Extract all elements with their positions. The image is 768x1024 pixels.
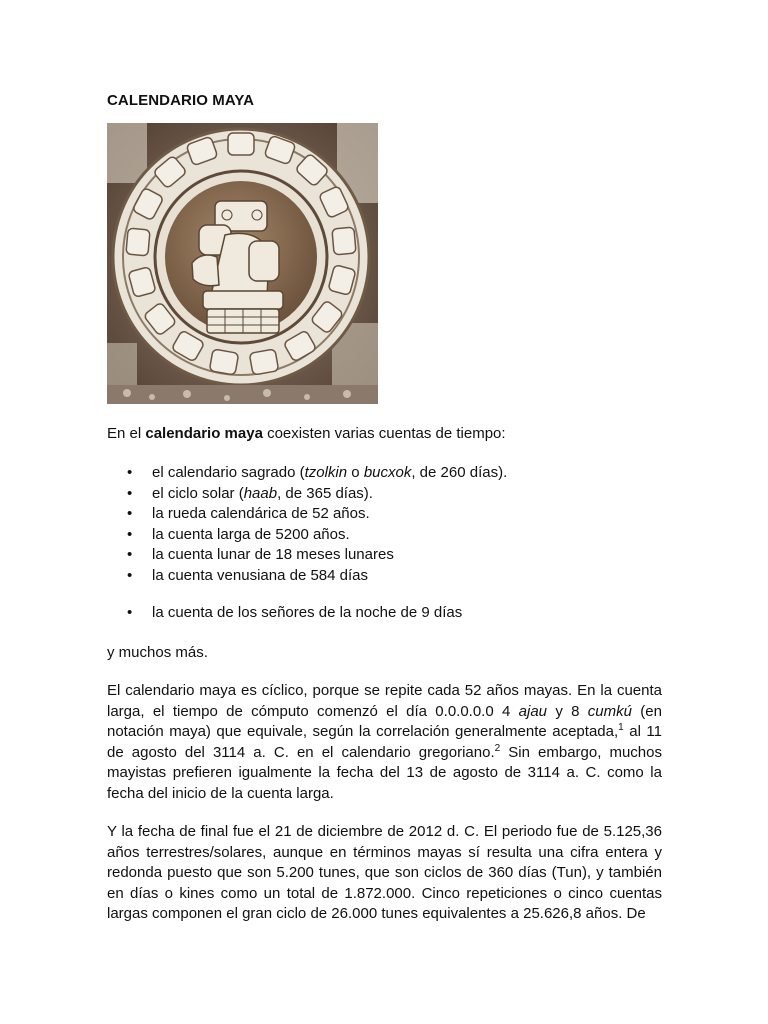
list-item: • la cuenta de los señores de la noche de 9 días xyxy=(107,603,462,624)
list-item-italic: tzolkin xyxy=(304,464,348,481)
footnote-ref[interactable]: 2 xyxy=(494,742,501,754)
paragraph-end-date: Y la fecha de final fue el 21 de diciembre de 2012 d. C. El periodo fue de 5.125,36 años terrestres/solares, aunque en términos mayas sí resulta una cifra entera y redonda puesto que son 5.200 tunes, que son ciclos de 360 días (Tun), y también en días o kines como un total de 1.872.000. Cinco repeticiones o cinco cuentas largas componen el gran ciclo de 26.000 tunes equivalentes a 25.626,8 años. De xyxy=(107,823,662,923)
maya-calendar-image xyxy=(107,123,378,404)
and-more-text: y muchos más. xyxy=(107,644,208,661)
time-counts-list-extra xyxy=(107,603,462,624)
list-item: • la rueda calendárica de 52 años. xyxy=(107,504,507,525)
p1-text: (en notación maya) que equivale, según la correlación generalmente aceptada, xyxy=(107,702,662,741)
time-counts-list xyxy=(107,463,507,587)
list-item-text: , de 260 días). xyxy=(411,464,508,481)
p1-text: El calendario maya es cíclico, porque se repite cada 52 años mayas. En la cuenta larga, el tiempo de cómputo comenzó el día 0.0.0.0.0 4 xyxy=(107,682,662,720)
p1-text: Sin embargo, muchos mayistas prefieren igualmente la fecha del 13 de agosto de 3114 a. C. como la fecha del inicio de la cuenta larga. xyxy=(107,743,662,802)
list-item-text: el ciclo solar ( xyxy=(152,484,244,502)
p1-italic: ajau xyxy=(518,702,548,720)
intro-bold: calendario maya xyxy=(145,425,263,442)
list-item-italic: haab xyxy=(243,484,278,502)
list-item xyxy=(107,484,507,505)
list-item-text: , de 365 días). xyxy=(277,484,373,502)
list-item-italic: bucxok xyxy=(363,464,412,481)
page-title: CALENDARIO MAYA xyxy=(107,92,255,109)
p1-text: y 8 xyxy=(547,702,588,720)
p1-text: al 11 de agosto del 3114 a. C. en el calendario gregoriano. xyxy=(107,723,662,761)
paragraph-cyclic-calendar xyxy=(107,681,662,805)
list-item-text: o xyxy=(347,464,364,481)
p1-italic: cumkú xyxy=(587,702,632,720)
intro-text xyxy=(107,425,506,442)
footnote-ref[interactable]: 1 xyxy=(618,722,624,734)
list-item-text: el calendario sagrado ( xyxy=(152,464,305,481)
list-item: • la cuenta larga de 5200 años. xyxy=(107,525,507,546)
intro-before: En el xyxy=(107,425,146,442)
list-item xyxy=(107,463,507,484)
list-item: • la cuenta venusiana de 584 días xyxy=(107,566,507,587)
intro-after: coexisten varias cuentas de tiempo: xyxy=(262,425,506,442)
list-item: • la cuenta lunar de 18 meses lunares xyxy=(107,545,507,566)
